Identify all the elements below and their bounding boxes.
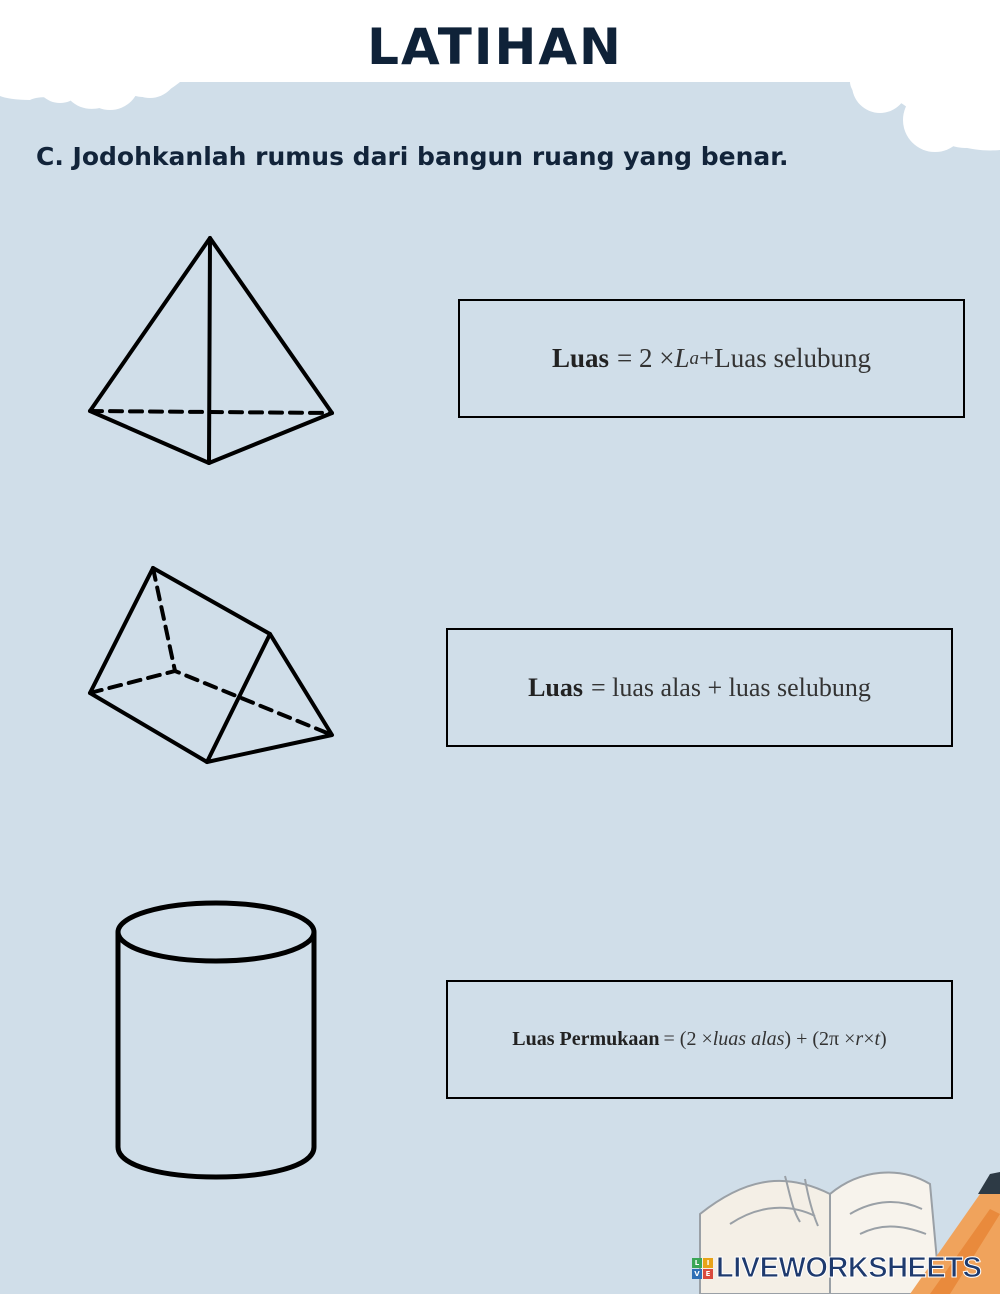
formula-label: Luas: [551, 343, 610, 373]
formula-label: Luas: [528, 672, 583, 702]
liveworksheets-mark-icon: [692, 1258, 713, 1279]
formula-part: ) + (2π ×: [784, 1028, 856, 1050]
formula-equals: = 2 ×: [617, 343, 675, 373]
liveworksheets-text: LIVEWORKSHEETS: [716, 1252, 982, 1284]
formula-box-3[interactable]: [446, 980, 953, 1099]
formula-rest: +Luas selubung: [699, 343, 871, 373]
instruction-text: C. Jodohkanlah rumus dari bangun ruang yang benar.: [36, 142, 789, 171]
formula-var-luas-alas: luas alas: [712, 1028, 785, 1050]
mark-letter: V: [692, 1269, 702, 1279]
formula-part: ): [880, 1028, 887, 1050]
formula-box-2[interactable]: [446, 628, 953, 747]
mark-letter: E: [703, 1269, 713, 1279]
formula-part: ×: [863, 1028, 875, 1050]
formula-label: Luas Permukaan: [512, 1028, 660, 1050]
formula-var-r: r: [855, 1028, 864, 1050]
liveworksheets-logo[interactable]: [692, 1252, 981, 1285]
formula-part: = (2 ×: [663, 1028, 713, 1050]
formula-expression: = luas alas + luas selubung: [591, 672, 871, 702]
pyramid-shape[interactable]: [80, 228, 345, 473]
cylinder-shape[interactable]: [108, 895, 326, 1185]
formula-subscript: a: [689, 347, 700, 369]
formula-var-t: t: [874, 1028, 881, 1050]
formula-box-1[interactable]: [458, 299, 965, 418]
mark-letter: I: [703, 1258, 713, 1268]
formula-variable: L: [674, 343, 690, 373]
mark-letter: L: [692, 1258, 702, 1268]
page-title: LATIHAN: [367, 18, 623, 76]
triangular-prism-shape[interactable]: [80, 558, 345, 773]
